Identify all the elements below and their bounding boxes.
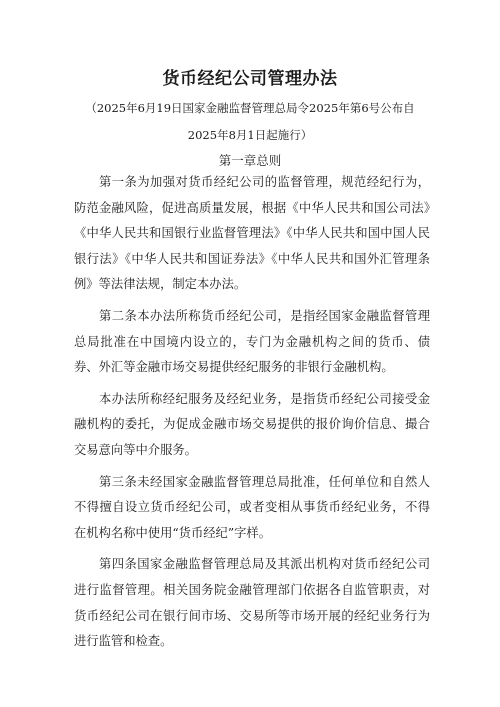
document-body (74, 170, 430, 661)
article-1-paragraph: 第一条为加强对货币经纪公司的监督管理，规范经纪行为，防范金融风险，促进高质量发展，根据《中华人民共和国公司法》《中华人民共和国银行业监督管理法》《中华人民共和国中国人民银行法》《中华人民共和国证券法》《中华人民共和国外汇管理条例》等法律法规，制定本办法。 (74, 175, 430, 292)
article-2-paragraph: 第二条本办法所称货币经纪公司，是指经国家金融监督管理总局批准在中国境内设立的，专门为金融机构之间的货币、债券、外汇等金融市场交易提供经纪服务的非银行金融机构。 (74, 308, 430, 375)
chapter-heading: 第一章总则 (218, 153, 282, 168)
document-subtitle-line1: （2025年6月19日国家金融监督管理总局令2025年第6号公布自 (85, 101, 415, 115)
article-2-definition-paragraph: 本办法所称经纪服务及经纪业务，是指货币经纪公司接受金融机构的委托，为促成金融市场交易提供的报价询价信息、撮合交易意向等中介服务。 (74, 391, 430, 457)
document-title: 货币经纪公司管理办法 (162, 69, 338, 89)
document-subtitle-line2: 2025年8月1日起施行） (187, 128, 313, 142)
article-4-paragraph: 第四条国家金融监督管理总局及其派出机构对货币经纪公司进行监督管理。相关国务院金融管理部门依据各自监管职责，对货币经纪公司在银行间市场、交易所等市场开展的经纪业务行为进行监管和检查。 (74, 557, 430, 649)
article-3-paragraph: 第三条未经国家金融监督管理总局批准，任何单位和自然人不得擅自设立货币经纪公司，或者变相从事货币经纪业务，不得在机构名称中使用“货币经纪”字样。 (74, 474, 430, 540)
